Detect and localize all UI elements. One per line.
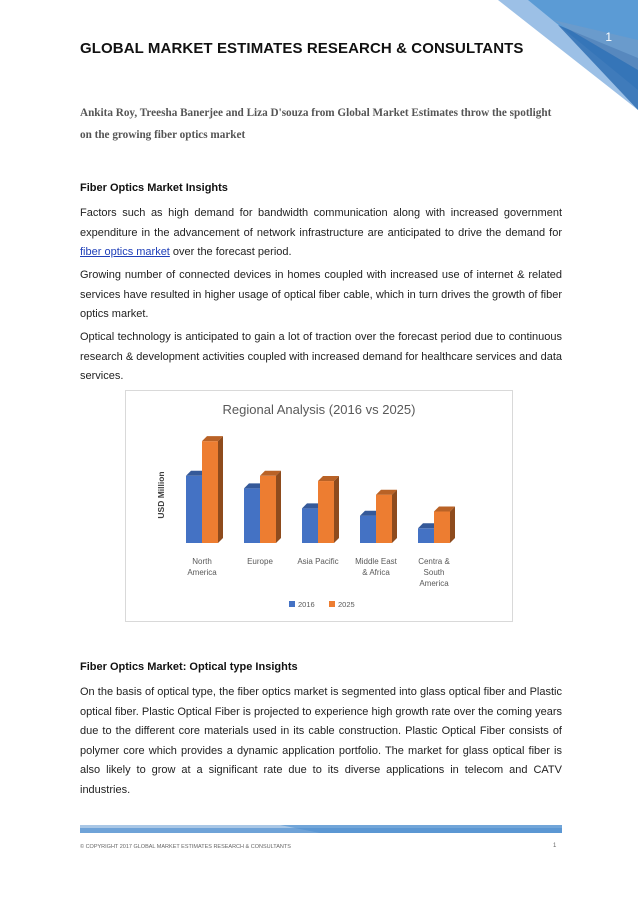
chart-category-label-3: & Africa xyxy=(362,568,390,577)
bar-front xyxy=(318,481,334,543)
bar-2025-1 xyxy=(260,471,281,543)
bar-2025-0 xyxy=(202,436,223,543)
bar-2025-4 xyxy=(434,507,455,544)
document-header-title: GLOBAL MARKET ESTIMATES RESEARCH & CONSULTANTS xyxy=(80,40,524,57)
chart-title: Regional Analysis (2016 vs 2025) xyxy=(222,402,416,417)
chart-y-axis-label: USD Million xyxy=(156,471,166,519)
bar-front xyxy=(434,512,450,544)
bar-front xyxy=(418,528,434,543)
chart-category-label-2: Asia Pacific xyxy=(297,557,339,566)
chart-category-label-4: America xyxy=(419,579,449,588)
bar-front xyxy=(202,441,218,543)
authors-line: Ankita Roy, Treesha Banerjee and Liza D'souza from Global Market Estimates throw the spotlight on the growing fiber optics market xyxy=(80,107,552,141)
paragraph-optical-type: On the basis of optical type, the fiber optics market is segmented into glass optical fiber and Plastic optical fiber. Plastic Optical Fiber is projected to experience high growth rate over the coming years due to the different core materials used in its cable construction. Plastic Optical Fiber consists of polymer core which provides a dynamic application portfolio. The market for glass optical fiber is also likely to grow at a significant rate due to its diverse applications in telecom and CATV industries. xyxy=(80,686,562,796)
bar-front xyxy=(360,516,376,543)
section-heading-optical-type: Fiber Optics Market: Optical type Insights xyxy=(80,661,298,673)
section-heading-insights: Fiber Optics Market Insights xyxy=(80,182,228,194)
bar-side xyxy=(334,476,339,543)
header-page-number: 1 xyxy=(605,30,612,44)
bar-side xyxy=(276,471,281,543)
chart-category-label-0: North xyxy=(192,557,212,566)
chart-category-label-4: South xyxy=(423,568,445,577)
paragraph-insights-3: Optical technology is anticipated to gain a lot of traction over the forecast period due to continuous research & development activities coupled with increased demand for healthcare services and data services. xyxy=(80,331,562,382)
footer-bar xyxy=(80,825,562,833)
footer-copyright: © COPYRIGHT 2017 GLOBAL MARKET ESTIMATES RESEARCH & CONSULTANTS xyxy=(80,844,291,850)
bar-side xyxy=(450,507,455,544)
fiber-optics-market-link[interactable]: fiber optics market xyxy=(80,246,170,258)
paragraph-text: over the forecast period. xyxy=(169,246,292,258)
bar-side xyxy=(392,490,397,543)
legend-label-2016: 2016 xyxy=(298,600,315,609)
legend-label-2025: 2025 xyxy=(338,600,355,609)
regional-analysis-chart xyxy=(125,390,513,622)
bar-front xyxy=(302,508,318,543)
chart-canvas xyxy=(126,391,512,621)
paragraph-insights-1 xyxy=(80,204,562,263)
bar-front xyxy=(244,488,260,543)
paragraph-insights-2: Growing number of connected devices in homes coupled with increased use of internet & related services have resulted in higher usage of optical fiber cable, which in turn drives the growth of fiber optics market. xyxy=(80,269,562,320)
bar-side xyxy=(218,436,223,543)
paragraph-text: Factors such as high demand for bandwidth communication along with increased government expenditure in the advancement of network infrastructure are anticipated to drive the demand for xyxy=(80,207,562,239)
footer-bar-shade xyxy=(280,825,562,833)
bar-2025-2 xyxy=(318,476,339,543)
chart-category-label-0: America xyxy=(187,568,217,577)
bar-front xyxy=(376,495,392,543)
chart-category-label-4: Centra & xyxy=(418,557,450,566)
bar-2025-3 xyxy=(376,490,397,543)
legend-swatch-2016 xyxy=(289,601,295,607)
bar-front xyxy=(260,476,276,543)
legend-swatch-2025 xyxy=(329,601,335,607)
chart-category-label-1: Europe xyxy=(247,557,273,566)
bar-front xyxy=(186,476,202,543)
chart-category-label-3: Middle East xyxy=(355,557,397,566)
footer-page-number: 1 xyxy=(553,843,557,849)
